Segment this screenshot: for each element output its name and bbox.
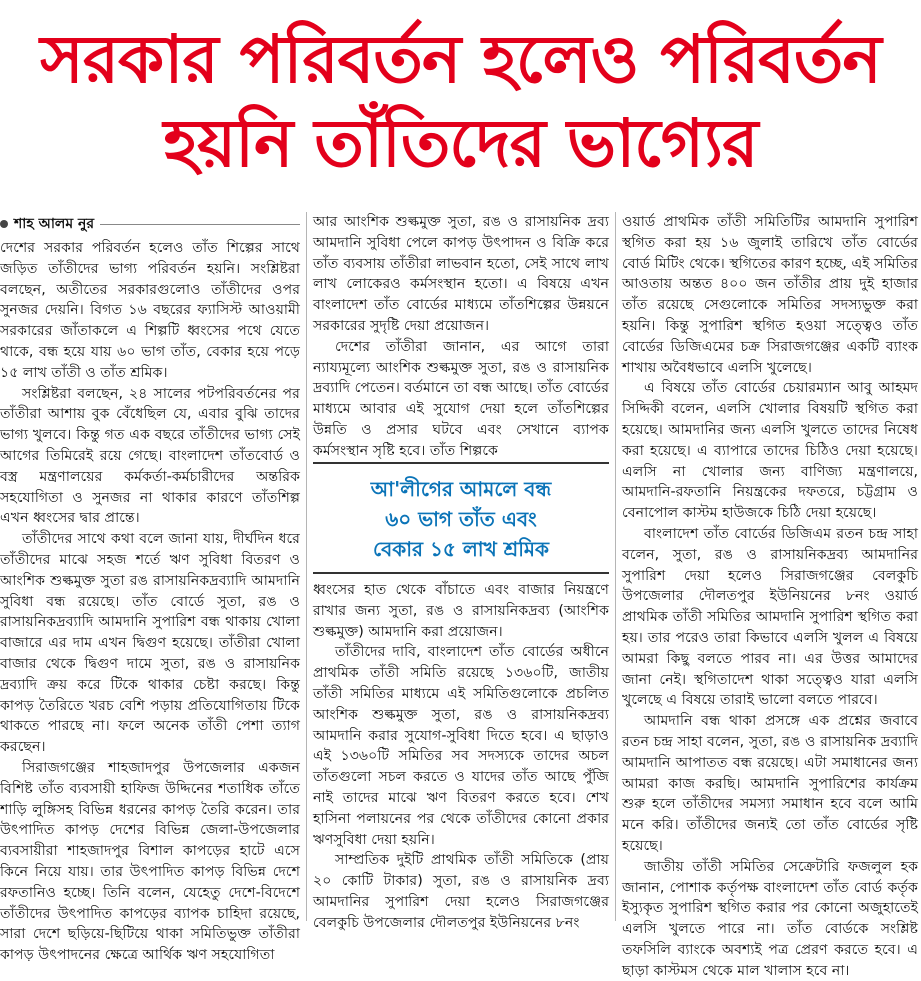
byline-author: শাহ আলম নুর (14, 216, 95, 232)
column-2 (313, 212, 609, 931)
paragraph: তাঁতীদের দাবি, বাংলাদেশ তাঁত বোর্ডের অধীনে প্রাথমিক তাঁতী সমিতি রয়েছে ১৩৬০টি, জাতীয় তাঁতী সমিতির মাধ্যমে এই সমিতিগুলোকে প্রচলিত আংশিক শুল্কমুক্ত সুতা, রঙ ও রাসায়নিকদ্রব্য আমদানি করার সুযোগ-সুবিধা দিতে হবে। এ ছাড়াও এই ১৩৬০টি সমিতির সব সদস্যকে তাদের অচল তাঁতগুলো সচল করতে ও যাদের তাঁত আছে পুঁজি নাই তাদের মাঝে ঋণ বিতরণ করতে হবে। শেখ হাসিনা পলায়নের পর থেকে তাঁতীদের কোনো প্রকার ঋণসুবিধা দেয়া হয়নি। (313, 644, 609, 848)
pull-quote-line-1: আ'লীগের আমলে বন্ধ (370, 477, 552, 501)
paragraph: জাতীয় তাঁতী সমিতির সেক্রেটারি ফজলুল হক জানান, পোশাক কর্তৃপক্ষ বাংলাদেশ তাঁত বোর্ড কর্তৃক ইস্যুকৃত সুপারিশ স্থগিত করার পর কোনো অজুহাতেই এলসি খুলতে পারে না। তাঁত বোর্ডকে সংশ্লিষ্ট তফসিলি ব্যাংকে অবশ্যই পত্র প্রেরণ করতে হবে। এ ছাড়া কাস্টমস থেকে মাল খালাস হবে না। (622, 858, 918, 979)
paragraph: সিরাজগঞ্জের শাহজাদপুর উপজেলার একজন বিশিষ্ট তাঁত ব্যবসায়ী হাফিজ উদ্দিনের শতাধিক তাঁতে শাড়ি লুঙ্গিসহ বিভিন্ন ধরনের কাপড় তৈরি করেন। তার উৎপাদিত কাপড় দেশের বিভিন্ন জেলা-উপজেলার ব্যবসায়ীরা শাহজাদপুর বিশাল কাপড়ের হাটে এসে কিনে নিয়ে যায়। তার উৎপাদিত কাপড় বিভিন্ন দেশে রফতানিও হচ্ছে। তিনি বলেন, যেহেতু দেশে-বিদেশে তাঁতীদের উৎপাদিত কাপড়ের ব্যাপক চাহিদা রয়েছে, সারা দেশে ছড়িয়ে-ছিটিয়ে থাকা সমিতিভুক্ত তাঁতীরা কাপড় উৎপাদনের ক্ষেত্রে আর্থিক ঋণ সহযোগিতা (0, 759, 300, 964)
paragraph: দেশের তাঁতীরা জানান, এর আগে তারা ন্যায্যমূল্যে আংশিক শুল্কমুক্ত সুতা, রঙ ও রাসায়নিক দ্রব্যাদি পেতেন। বর্তমানে তা বন্ধ আছে। তাঁত বোর্ডের মাধ্যমে আবার এই সুযোগ দেয়া হলে তাঁতশিল্পের উন্নতি ও প্রসার ঘটবে এবং সেখানে ব্যাপক কর্মসংস্থান সৃষ্টি হবে। তাঁত শিল্পকে (313, 338, 609, 459)
byline (0, 212, 300, 236)
headline (0, 18, 921, 186)
pull-quote-line-3: বেকার ১৫ লাখ শ্রমিক (372, 537, 550, 561)
column-2-top (313, 212, 609, 458)
paragraph: সাম্প্রতিক দুইটি প্রাথমিক তাঁতী সমিতিকে (প্রায় ২০ কোটি টাকার) সুতা, রঙ ও রাসায়নিক দ্রব্য আমদানির সুপারিশ দেয়া হলেও সিরাজগঞ্জের বেলকুচি উপজেলার দৌলতপুর ইউনিয়নের ৮নং (313, 852, 609, 931)
paragraph: আর আংশিক শুল্কমুক্ত সুতা, রঙ ও রাসায়নিক দ্রব্য আমদানি সুবিধা পেলে কাপড় উৎপাদন ও বিক্রি করে তাঁত ব্যবসায় তাঁতীরা লাভবান হতো, সেই সাথে লাখ লাখ লোকেরও কর্মসংস্থান হতো। এ বিষয়ে এখন বাংলাদেশ তাঁত বোর্ডের মাধ্যমে তাঁতশিল্পের উন্নয়নে সরকারের সুদৃষ্টি দেয়া প্রয়োজন। (313, 214, 609, 334)
paragraph: সংশ্লিষ্টরা বলছেন, ২৪ সালের পটপরিবর্তনের পর তাঁতীরা আশায় বুক বেঁধেছিল যে, এবার বুঝি তাদের ভাগ্য খুলবে। কিন্তু গত এক বছরে তাঁতীদের ভাগ্য সেই আগের তিমিরেই রয়ে গেছে। বাংলাদেশ তাঁতবোর্ড ও বস্ত্র মন্ত্রণালয়ের কর্মকর্তা-কর্মচারীদের অন্তরিক সহযোগিতা ও সুনজর না থাকার কারণে তাঁতশিল্প এখন ধ্বংসের দ্বার প্রান্তে। (0, 385, 300, 527)
article-body (0, 212, 921, 979)
column-3 (622, 212, 918, 979)
paragraph: আমদানি বন্ধ থাকা প্রসঙ্গে এক প্রশ্নের জবাবে রতন চন্দ্র সাহা বলেন, সুতা, রঙ ও রাসায়নিক দ্রব্যাদি আমদানি আপাতত বন্ধ রয়েছে। এটা সমাধানের জন্য আমরা কাজ করছি। আমদানি সুপারিশের কার্যক্রম শুরু হলে তাঁতীদের সমস্যা সমাধান হবে বলে আমি মনে করি। তাঁতীদের জন্যই তো তাঁত বোর্ডের সৃষ্টি হয়েছে। (622, 713, 918, 854)
headline-line-1: সরকার পরিবর্তন হলেও পরিবর্তন (40, 21, 881, 98)
column-1 (0, 212, 300, 964)
paragraph: ধ্বংসের হাত থেকে বাঁচাতে এবং বাজার নিয়ন্ত্রণে রাখার জন্য সুতা, রঙ ও রাসায়নিকদ্রব্য (আংশিক শুল্কমুক্ত) আমদানি করা প্রয়োজন। (313, 582, 609, 640)
bullet-icon (0, 220, 8, 228)
pull-quote (313, 462, 609, 574)
paragraph: ওয়ার্ড প্রাথমিক তাঁতী সমিতিটির আমদানি সুপারিশ স্থগিত করা হয় ১৬ জুলাই তারিখে তাঁত বোর্ডের বোর্ড মিটিং থেকে। স্থগিতের কারণ হচ্ছে, এই সমিতির আওতায় অন্তত ৪০০ জন তাঁতীর প্রায় দুই হাজার তাঁত রয়েছে সেগুলোকে সমিতির সদস্যভুক্ত করা হয়নি। কিন্তু সুপারিশ স্থগিত হওয়া সত্ত্বেও তাঁত বোর্ডের ডিজিএমের চক্র সিরাজগঞ্জের একটি ব্যাংক শাখায় অবৈধভাবে এলসি খুলেছে। (622, 214, 918, 376)
paragraph: তাঁতীদের সাথে কথা বলে জানা যায়, দীর্ঘদিন ধরে তাঁতীদের মাঝে সহজ শর্তে ঋণ সুবিধা বিতরণ ও আংশিক শুল্কমুক্ত সুতা রঙ রাসায়নিকদ্রব্যাদি আমদানি সুবিধা বন্ধ রয়েছে। তাঁত বোর্ডে সুতা, রঙ ও রাসায়নিকদ্রব্যাদি আমদানি সুপারিশ বন্ধ থাকায় খোলা বাজারে এর দাম এখন দ্বিগুণ হয়েছে। তাঁতীরা খোলা বাজার থেকে দ্বিগুণ দামে সুতা, রঙ ও রাসায়নিক দ্রব্যাদি ক্রয় করে টিকে থাকার চেষ্টা করছে। কিন্তু কাপড় তৈরিতে খরচ বেশি পড়ায় প্রতিযোগিতায় টিকে থাকতে পারছে না। ফলে অনেক তাঁতী পেশা ত্যাগ করছেন। (0, 531, 300, 756)
paragraph: বাংলাদেশ তাঁত বোর্ডের ডিজিএম রতন চন্দ্র সাহা বলেন, সুতা, রঙ ও রাসায়নিকদ্রব্য আমদানির সুপারিশ দেয়া হলেও সিরাজগঞ্জের বেলকুচি উপজেলার দৌলতপুর ইউনিয়নের ৮নং ওয়ার্ড প্রাথমিক তাঁতী সমিতির আমদানি সুপারিশ স্থগিত করা হয়। তার পরেও তারা কিভাবে এলসি খুলল এ বিষয়ে আমরা কিছু বলতে পারব না। এর উত্তর আমাদের জানা নেই। স্থগিতাদেশ থাকা সত্ত্বেও যারা এলসি খুলেছে এ বিষয়ে তারাই ভালো বলতে পারবে। (622, 525, 918, 709)
column-divider (306, 212, 307, 921)
byline-rule (100, 224, 300, 225)
headline-line-2: হয়নি তাঁতিদের ভাগ্যের (163, 105, 758, 182)
pull-quote-line-2: ৬০ ভাগ তাঁত এবং (385, 507, 537, 531)
paragraph: দেশের সরকার পরিবর্তন হলেও তাঁত শিল্পের সাথে জড়িত তাঁতীদের ভাগ্য পরিবর্তন হয়নি। সংশ্লিষ্টরা বলছেন, অতীতের সরকারগুলোও তাঁতীদের ওপর সুনজর দেয়নি। বিগত ১৬ বছরের ফ্যাসিস্ট আওয়ামী সরকারের জাঁতাকলে এ শিল্পটি ধ্বংসের পথে যেতে থাকে, বন্ধ হয়ে যায় ৬০ ভাগ তাঁত, বেকার হয়ে পড়ে ১৫ লাখ তাঁতী ও তাঁত শ্রমিক। (0, 240, 300, 381)
paragraph: এ বিষয়ে তাঁত বোর্ডের চেয়ারম্যান আবু আহমদ সিদ্দিকী বলেন, এলসি খোলার বিষয়টি স্থগিত করা হয়েছে। আমদানির জন্য এলসি খুলতে তাদের নিষেধ করা হয়েছে। এ ব্যাপারে তাদের চিঠিও দেয়া হয়েছে। এলসি না খোলার জন্য বাণিজ্য মন্ত্রণালয়ে, আমদানি-রফতানি নিয়ন্ত্রকের দফতরে, চট্টগ্রাম ও বেনাপোল কাস্টম হাউজকে চিঠি দেয়া হয়েছে। (622, 380, 918, 522)
column-2-bottom (313, 580, 609, 931)
column-divider (615, 212, 616, 921)
